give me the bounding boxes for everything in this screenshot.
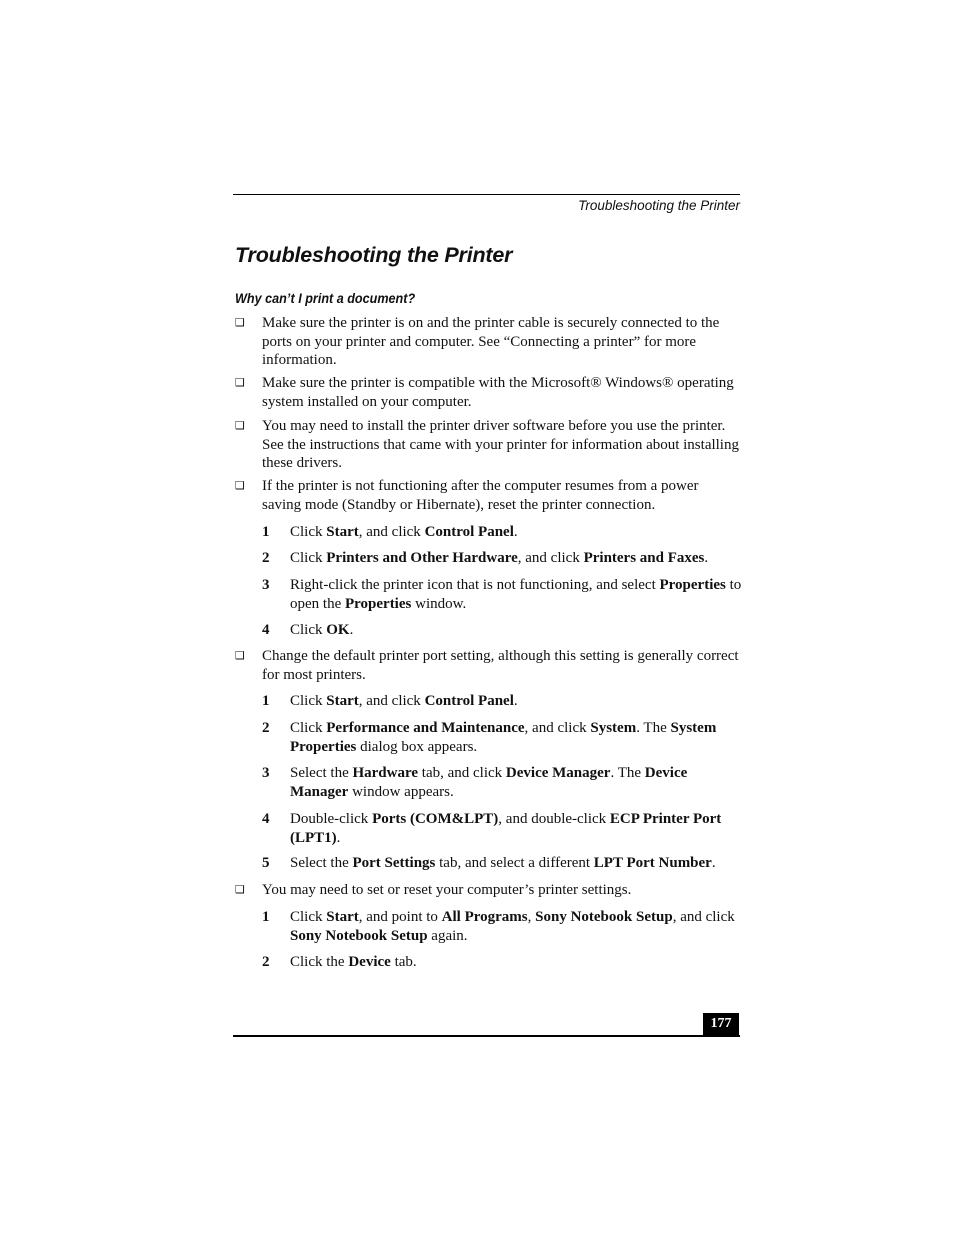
ui-term: Device <box>348 954 391 970</box>
text-run: Click <box>290 720 327 736</box>
text-run: Click <box>290 622 327 638</box>
text-run: You may need to install the printer driver software before you use the printer. See the instructions that came with your printer for information about installing these drivers. <box>262 418 739 472</box>
text-run: window. <box>411 595 467 612</box>
ui-term: Ports (COM&LPT) <box>372 811 499 827</box>
step-number: 2 <box>262 550 270 566</box>
step-number: 4 <box>262 811 270 827</box>
checkbox-bullet-icon: ❑ <box>235 316 245 329</box>
step-number: 1 <box>262 524 270 540</box>
text-run: Click <box>290 909 327 925</box>
checkbox-bullet-icon: ❑ <box>235 649 245 662</box>
ui-term: Control Panel <box>424 693 514 709</box>
ui-term: Printers and Other Hardware <box>326 550 518 566</box>
item-text <box>290 854 742 873</box>
item-text <box>290 549 742 568</box>
ui-term: Control Panel <box>424 524 514 540</box>
text-run: tab. <box>390 954 417 970</box>
item-text <box>290 908 742 945</box>
item-text <box>290 810 742 847</box>
ui-term: Start <box>326 693 359 709</box>
text-run: Click <box>290 693 327 709</box>
checkbox-bullet-icon: ❑ <box>235 479 245 492</box>
text-run: Select the <box>290 765 353 781</box>
text-run: . <box>349 622 354 638</box>
item-text <box>290 953 742 972</box>
text-run: , and click <box>358 693 425 709</box>
ui-term: Properties <box>344 595 412 612</box>
ui-term: Start <box>326 909 359 925</box>
ui-term: Sony Notebook Setup <box>290 927 428 944</box>
item-text <box>290 621 742 640</box>
ui-term: All Programs <box>441 909 528 925</box>
ui-term: Start <box>326 524 359 540</box>
ui-term: System Properties <box>290 720 717 755</box>
text-run: Click <box>290 550 327 566</box>
text-run: . The <box>636 720 671 736</box>
ui-term: System <box>590 720 637 736</box>
text-run: dialog box appears. <box>356 738 478 755</box>
ui-term: Device Manager <box>290 765 688 800</box>
text-run: window appears. <box>348 783 454 800</box>
text-run: . <box>704 550 709 566</box>
item-text <box>262 477 740 514</box>
text-run: Double-click <box>290 811 373 827</box>
text-run: Click <box>290 524 327 540</box>
item-text <box>290 692 742 711</box>
item-text <box>262 417 740 473</box>
page-title: Troubleshooting the Printer <box>235 243 513 267</box>
checkbox-bullet-icon: ❑ <box>235 419 245 432</box>
step-number: 3 <box>262 765 270 781</box>
text-run: If the printer is not functioning after the computer resumes from a power saving mode (Standby or Hibernate), reset the printer connection. <box>262 478 699 513</box>
item-text <box>262 314 740 370</box>
text-run: , and click <box>358 524 425 540</box>
item-text <box>262 374 740 411</box>
text-run: tab, and click <box>418 765 506 781</box>
header-rule <box>233 194 740 195</box>
item-text <box>290 719 742 756</box>
text-run: Select the <box>290 855 353 871</box>
text-run: Right-click the printer icon that is not functioning, and select <box>290 577 660 593</box>
text-run: . <box>513 693 518 709</box>
ui-term: ECP Printer Port (LPT1) <box>290 811 722 846</box>
text-run: Make sure the printer is compatible with the Microsoft® Windows® operating system installed on your computer. <box>262 375 734 410</box>
text-run: Click the <box>290 954 349 970</box>
text-run: , and click <box>524 720 591 736</box>
text-run: , <box>527 909 536 925</box>
text-run: . <box>336 829 341 846</box>
item-text <box>262 647 740 684</box>
checkbox-bullet-icon: ❑ <box>235 376 245 389</box>
section-question: Why can’t I print a document? <box>235 290 416 306</box>
ui-term: Properties <box>659 577 726 593</box>
text-run: . The <box>610 765 645 781</box>
step-number: 2 <box>262 720 270 736</box>
text-run: to open the <box>290 577 742 612</box>
ui-term: Port Settings <box>352 855 436 871</box>
checkbox-bullet-icon: ❑ <box>235 883 245 896</box>
text-run: again. <box>427 927 468 944</box>
ui-term: Device Manager <box>505 765 611 781</box>
item-text <box>262 881 740 900</box>
step-number: 2 <box>262 954 270 970</box>
text-run: , and click <box>517 550 584 566</box>
text-run: , and click <box>672 909 735 925</box>
text-run: , and double-click <box>498 811 610 827</box>
step-number: 5 <box>262 855 270 871</box>
step-number: 1 <box>262 909 270 925</box>
ui-term: OK <box>326 622 350 638</box>
step-number: 4 <box>262 622 270 638</box>
item-text <box>290 523 742 542</box>
ui-term: Hardware <box>352 765 419 781</box>
footer-rule <box>233 1035 740 1037</box>
ui-term: Printers and Faxes <box>583 550 705 566</box>
text-run: tab, and select a different <box>435 855 594 871</box>
text-run: You may need to set or reset your computer’s printer settings. <box>262 882 632 898</box>
item-text <box>290 576 742 613</box>
text-run: Make sure the printer is on and the printer cable is securely connected to the ports on your printer and computer. See “Connecting a printer” for more information. <box>262 315 720 369</box>
page-number: 177 <box>703 1013 739 1037</box>
text-run: . <box>711 855 716 871</box>
ui-term: Sony Notebook Setup <box>535 909 673 925</box>
text-run: . <box>513 524 518 540</box>
text-run: Change the default printer port setting, although this setting is generally correct for most printers. <box>262 648 739 683</box>
running-header: Troubleshooting the Printer <box>578 198 740 213</box>
step-number: 3 <box>262 577 270 593</box>
ui-term: LPT Port Number <box>593 855 712 871</box>
text-run: , and point to <box>358 909 442 925</box>
item-text <box>290 764 742 801</box>
step-number: 1 <box>262 693 270 709</box>
ui-term: Performance and Maintenance <box>326 720 525 736</box>
